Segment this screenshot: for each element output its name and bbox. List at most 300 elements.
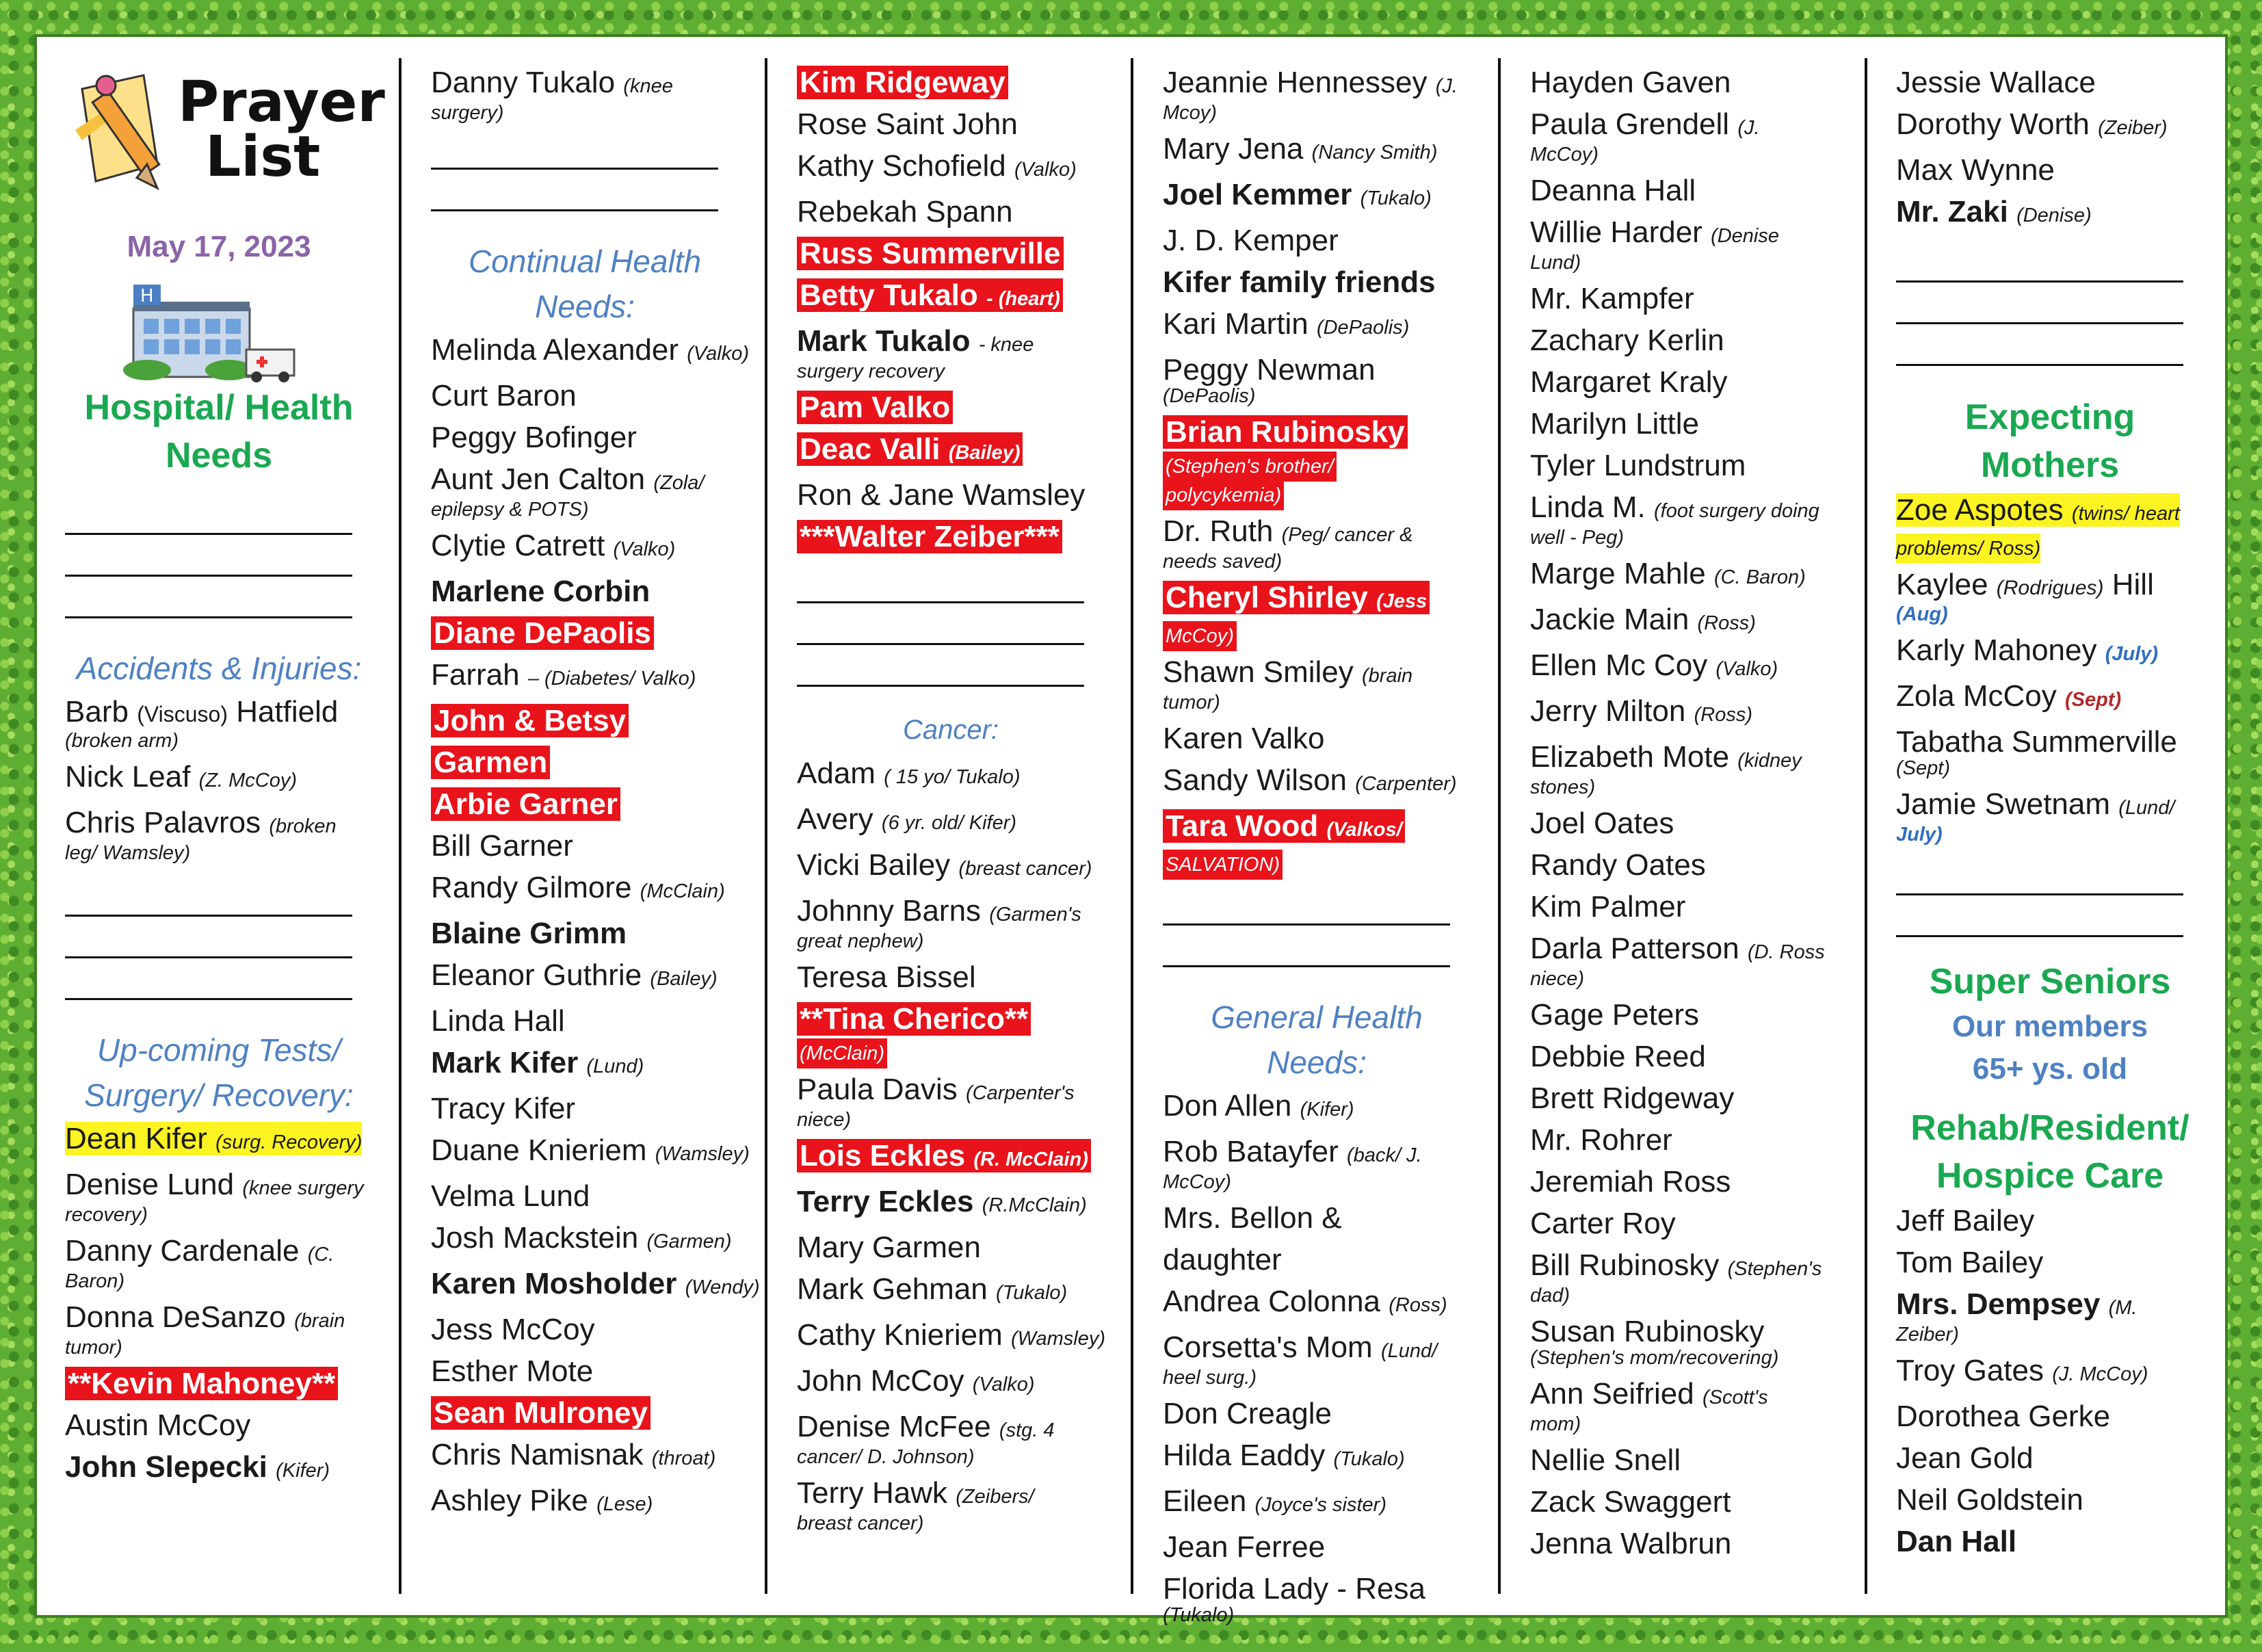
item-note: (Joyce's sister) — [1254, 1494, 1386, 1516]
item-note: (Kifer) — [1300, 1099, 1354, 1120]
section-general: General Health Needs: — [1211, 999, 1423, 1080]
item-name: Sean Mulroney — [434, 1396, 648, 1430]
item-name: Hayden Gaven — [1530, 66, 1731, 99]
list-item — [431, 825, 739, 867]
list-item — [1163, 577, 1471, 622]
list-item — [1163, 128, 1471, 174]
list-item — [1530, 553, 1838, 599]
item-note: heel surg.) — [1163, 1367, 1257, 1389]
item-note: (Tukalo) — [1360, 187, 1432, 209]
list-item — [431, 1350, 739, 1392]
item-name: Mark Tukalo — [797, 324, 971, 358]
item-note: (back/ J. — [1347, 1144, 1422, 1166]
item-name: Jean Ferree — [1163, 1530, 1326, 1564]
item-name: Dr. Ruth — [1163, 514, 1274, 548]
item-name: Melinda Alexander — [431, 333, 679, 367]
column-divider — [765, 58, 767, 1594]
item-name: Kifer family friends — [1163, 265, 1436, 299]
col6-list — [1896, 62, 2204, 237]
list-item — [431, 1480, 739, 1525]
item-note: (Valko) — [972, 1374, 1035, 1395]
item-note: (Valko) — [1715, 658, 1778, 680]
item-note: (brain — [1362, 665, 1413, 687]
list-item — [1896, 191, 2204, 237]
item-note: recovery) — [65, 1204, 148, 1226]
list-item — [1163, 1526, 1471, 1568]
logo-line-1: Prayer — [178, 70, 385, 135]
list-item — [1896, 149, 2204, 191]
list-item — [431, 375, 739, 417]
list-item — [1163, 303, 1471, 349]
list-item — [1530, 445, 1838, 486]
item-name: Donna DeSanzo — [65, 1300, 286, 1334]
list-item — [1163, 220, 1471, 261]
list-item — [431, 700, 739, 742]
item-note: (DePaolis) — [1163, 385, 1256, 407]
item-name: Dorothea Gerke — [1896, 1400, 2111, 1433]
item-name: Arbie Garner — [434, 787, 618, 821]
item-name: Farrah — [431, 658, 520, 692]
item-name: Bill Rubinosky — [1530, 1248, 1720, 1282]
list-item — [431, 1042, 739, 1088]
item-note: (Stephen's mom/recovering) — [1530, 1347, 1779, 1369]
blank-line — [1896, 241, 2183, 283]
item-name: Teresa Bissel — [797, 960, 976, 994]
item-note: (C. Baron) — [1714, 566, 1806, 588]
list-item — [1896, 103, 2204, 149]
list-item — [797, 386, 1105, 428]
blank-line — [65, 958, 352, 1000]
col3-list — [797, 62, 1105, 558]
item-note: (C. — [307, 1244, 334, 1266]
list-item — [797, 474, 1105, 516]
list-item — [431, 742, 739, 783]
item-note: (Lund) — [586, 1056, 644, 1077]
list-item — [1530, 1439, 1838, 1481]
list-item — [797, 1181, 1105, 1227]
item-name: Mary Jena — [1163, 132, 1304, 166]
column-2 — [431, 62, 760, 1525]
list-item — [1530, 644, 1838, 690]
list-item — [1530, 1161, 1838, 1203]
list-item — [431, 571, 739, 612]
item-name: Jenna Walbrun — [1530, 1527, 1732, 1560]
list-item — [1530, 62, 1838, 103]
list-item — [1530, 1036, 1838, 1077]
item-name: Brian Rubinosky — [1166, 415, 1405, 449]
item-name: John McCoy — [797, 1364, 964, 1398]
column-divider — [1131, 58, 1133, 1594]
item-note: cancer/ D. Johnson) — [797, 1446, 975, 1468]
list-item — [1896, 1242, 2204, 1283]
blank-line — [797, 562, 1084, 603]
item-name: Marlene Corbin — [431, 575, 650, 608]
item-name: Terry Eckles — [797, 1185, 974, 1218]
item-note: (breast cancer) — [958, 858, 1092, 880]
item-name: Margaret Kraly — [1530, 365, 1728, 399]
item-name: Jeremiah Ross — [1530, 1165, 1731, 1198]
item-note: SALVATION) — [1163, 850, 1283, 880]
item-note: McCoy) — [1163, 621, 1237, 651]
item-note: (D. Ross — [1747, 941, 1825, 963]
item-name: Vicki Bailey — [797, 848, 951, 882]
list-item — [797, 1227, 1105, 1268]
item-name: Kim Palmer — [1530, 890, 1686, 923]
item-note: (Valko) — [613, 538, 676, 560]
item-note: McCoy) — [1163, 1171, 1231, 1193]
item-note: (Carpenter's — [966, 1082, 1075, 1104]
item-note: (J. — [1737, 117, 1760, 139]
item-name: Florida Lady - Resa — [1163, 1572, 1425, 1605]
item-name: Zack Swaggert — [1530, 1485, 1731, 1519]
section-expecting: Expecting Mothers — [1964, 397, 2135, 485]
list-item — [65, 756, 373, 802]
item-name: Tracy Kifer — [431, 1092, 576, 1125]
list-item — [1530, 1481, 1838, 1523]
list-item — [1530, 994, 1838, 1036]
item-note: leg/ Wamsley) — [65, 842, 191, 864]
list-item — [431, 612, 739, 654]
item-name: Marilyn Little — [1530, 407, 1699, 441]
item-name: Adam — [797, 757, 876, 790]
item-name: Linda M. — [1530, 490, 1646, 524]
list-item — [1530, 1523, 1838, 1564]
item-note: (Wamsley) — [1011, 1328, 1106, 1350]
column-4 — [1163, 62, 1471, 1630]
list-item — [431, 783, 739, 825]
blank-line — [1896, 854, 2183, 895]
item-note: (Wendy) — [685, 1276, 760, 1298]
item-name: Duane Knieriem — [431, 1133, 647, 1167]
item-name: Neil Goldstein — [1896, 1483, 2083, 1517]
item-name: Bill Garner — [431, 829, 573, 863]
item-name: daughter — [1163, 1243, 1282, 1276]
item-name: Mr. Zaki — [1896, 195, 2008, 228]
list-item — [1896, 1395, 2204, 1437]
list-item — [1530, 802, 1838, 844]
list-item — [431, 329, 750, 375]
item-name: Russ Summerville — [800, 237, 1061, 270]
list-item — [1530, 690, 1838, 736]
item-note: McCoy) — [1530, 144, 1599, 166]
item-note: (twins/ heart — [2071, 503, 2180, 525]
list-item — [797, 1314, 1105, 1360]
item-name: Cheryl Shirley — [1166, 581, 1368, 614]
item-name: Kathy Schofield — [797, 149, 1006, 183]
item-note: (Bailey) — [948, 442, 1021, 464]
item-note: niece) — [797, 1109, 851, 1131]
list-item — [1530, 1077, 1838, 1119]
item-note: mom) — [1530, 1413, 1581, 1435]
list-item — [1163, 1239, 1471, 1281]
item-name: Hilda Eaddy — [1163, 1439, 1326, 1472]
item-note: well - Peg) — [1530, 527, 1624, 549]
item-note: (Kifer) — [276, 1460, 330, 1482]
item-name: Ann Seifried — [1530, 1377, 1694, 1411]
item-note: (Lese) — [596, 1493, 653, 1515]
list-item — [797, 428, 1105, 474]
item-note-line — [1163, 482, 1471, 510]
item-name: Andrea Colonna — [1163, 1285, 1381, 1318]
list-item — [1896, 675, 2204, 721]
item-note: (throat) — [651, 1447, 716, 1469]
list-item — [1163, 261, 1471, 303]
list-item — [1530, 1244, 1838, 1290]
list-item — [1163, 805, 1471, 851]
svg-text:H: H — [140, 286, 154, 306]
item-name: Velma Lund — [431, 1179, 590, 1213]
item-name: Nick Leaf — [65, 760, 191, 794]
item-note: breast cancer) — [797, 1512, 924, 1534]
item-name: Tom Bailey — [1896, 1246, 2044, 1279]
item-name: Aunt Jen Calton — [431, 462, 646, 496]
list-item — [1163, 759, 1471, 805]
item-name: Joel Kemmer — [1163, 178, 1352, 211]
item-name: Mark Kifer — [431, 1046, 579, 1079]
list-item — [1530, 278, 1838, 319]
item-name: Pam Valko — [800, 391, 951, 424]
blank-line — [65, 493, 352, 535]
item-name: Randy Oates — [1530, 848, 1706, 882]
item-name: Austin McCoy — [65, 1408, 251, 1442]
item-note-line — [797, 1442, 1105, 1472]
column-divider — [1498, 58, 1501, 1594]
list-item — [1163, 1434, 1471, 1480]
item-note: (McClain) — [797, 1038, 887, 1068]
list-item — [1530, 170, 1838, 211]
list-item — [431, 1175, 739, 1217]
item-name: Barb — [65, 695, 129, 729]
item-name: Zoe Aspotes — [1896, 493, 2064, 527]
item-name: Diane DePaolis — [434, 616, 651, 650]
item-name: Peggy Newman — [1163, 353, 1376, 386]
section-rehab: Rehab/Resident/ Hospice Care — [1910, 1108, 2189, 1196]
item-name: Nellie Snell — [1530, 1443, 1681, 1477]
item-note-line — [1530, 1343, 1838, 1373]
list-item — [1530, 361, 1838, 403]
list-item — [1896, 1479, 2204, 1521]
list-item — [1896, 1350, 2204, 1395]
item-note: (R. McClain) — [973, 1149, 1088, 1170]
item-name: Deanna Hall — [1530, 174, 1696, 207]
item-note: (Denise — [1711, 225, 1779, 247]
item-name: Gage Peters — [1530, 998, 1700, 1032]
list-item — [431, 1263, 760, 1309]
blank-line — [797, 645, 1084, 687]
item-note: - (heart) — [986, 288, 1060, 310]
item-name: Kim Ridgeway — [800, 66, 1005, 99]
item-note-line — [1163, 851, 1471, 880]
list-item — [1896, 1521, 2204, 1562]
item-note: ( 15 yo/ Tukalo) — [884, 766, 1021, 788]
list-item — [1530, 403, 1838, 445]
blank-line — [431, 170, 718, 211]
column-6 — [1896, 62, 2204, 1562]
item-note: (broken arm) — [65, 730, 179, 752]
list-item — [431, 1217, 739, 1263]
list-item — [431, 1392, 739, 1434]
list-item — [431, 1129, 750, 1175]
list-item — [797, 103, 1105, 145]
item-name: Mark Gehman — [797, 1272, 988, 1306]
item-note: (Z. McCoy) — [198, 770, 298, 791]
super-seniors-sub: 65+ ys. old — [1972, 1052, 2128, 1086]
item-note: (Denise) — [2016, 205, 2092, 226]
item-note: (Ross) — [1389, 1294, 1447, 1316]
item-note: epilepsy & POTS) — [431, 499, 589, 521]
item-note: (Stephen's — [1727, 1258, 1822, 1280]
list-item — [797, 62, 1105, 103]
item-note: (surg. Recovery) — [215, 1131, 363, 1153]
item-note: stones) — [1530, 776, 1596, 798]
item-name: Zachary Kerlin — [1530, 324, 1724, 357]
item-note: (M. — [2108, 1297, 2138, 1319]
list-item — [65, 1446, 373, 1492]
item-note: (Scott's — [1702, 1387, 1768, 1408]
item-note: (Nancy Smith) — [1311, 142, 1438, 163]
item-name: Shawn Smiley — [1163, 655, 1354, 689]
list-item — [431, 954, 739, 1000]
item-name: Jessie Wallace — [1896, 66, 2096, 99]
hospital-building-icon — [65, 281, 373, 384]
list-item — [1163, 1197, 1471, 1239]
item-note: (Stephen's brother/ — [1163, 451, 1337, 482]
item-note: (Wamsley) — [655, 1143, 750, 1165]
pencil-notepad-icon — [75, 62, 171, 198]
item-note: surgery recovery — [797, 360, 945, 382]
item-note: (McClain) — [640, 880, 725, 902]
item-name: **Tina Cherico** — [800, 1002, 1029, 1036]
list-item — [1896, 1200, 2204, 1242]
expecting-list — [1896, 489, 2204, 850]
list-item — [797, 1268, 1105, 1314]
list-item — [1163, 411, 1471, 453]
item-name: Elizabeth Mote — [1530, 740, 1730, 774]
item-name: Willie Harder — [1530, 215, 1702, 249]
item-note: surgery) — [431, 102, 504, 124]
item-maiden: (Viscuso) — [137, 702, 228, 726]
item-name: Dorothy Worth — [1896, 107, 2090, 141]
item-name: Blaine Grimm — [431, 917, 627, 950]
item-name: Susan Rubinosky — [1530, 1315, 1765, 1348]
item-note: (Carpenter) — [1355, 773, 1457, 795]
blank-line — [65, 535, 352, 577]
item-name: Corsetta's Mom — [1163, 1330, 1373, 1364]
item-name: Mrs. Bellon & — [1163, 1201, 1342, 1235]
list-item — [431, 1088, 739, 1129]
continual-list — [431, 329, 760, 1525]
item-note: (knee — [623, 75, 673, 97]
item-name: John & Betsy — [434, 704, 627, 737]
item-name: Chris Palavros — [65, 806, 261, 839]
list-item — [1530, 886, 1838, 928]
item-name: Denise McFee — [797, 1410, 991, 1443]
section-upcoming: Up-coming Tests/ Surgery/ Recovery: — [84, 1032, 354, 1113]
item-note: Mcoy) — [1163, 102, 1217, 124]
list-item — [1896, 629, 2204, 675]
item-name: Josh Mackstein — [431, 1221, 639, 1255]
item-name: Jeannie Hennessey — [1163, 66, 1428, 99]
rehab-list — [1896, 1200, 2204, 1562]
section-hospital: Hospital/ Health Needs — [84, 388, 354, 475]
item-name: Linda Hall — [431, 1004, 565, 1038]
item-name: Dean Kifer — [65, 1122, 207, 1155]
list-item — [1530, 1119, 1838, 1161]
item-name: Ellen Mc Coy — [1530, 648, 1708, 682]
item-name: Eleanor Guthrie — [431, 958, 642, 992]
item-name: Curt Baron — [431, 379, 577, 412]
list-item — [1163, 1480, 1471, 1526]
item-name: Mrs. Dempsey — [1896, 1287, 2101, 1321]
item-name: Tabatha Summerville — [1896, 725, 2177, 759]
item-note: Zeiber) — [1896, 1324, 1959, 1346]
item-name: Darla Patterson — [1530, 932, 1739, 965]
item-note: needs saved) — [1163, 551, 1283, 573]
item-note: (Zeibers/ — [956, 1486, 1034, 1508]
item-note: (Garmen's — [989, 904, 1081, 926]
item-note: (Bailey) — [650, 968, 718, 990]
item-note: (foot surgery doing — [1654, 500, 1819, 522]
item-name: Kari Martin — [1163, 307, 1308, 341]
item-name: Don Allen — [1163, 1089, 1292, 1123]
item-name: Hill — [2112, 568, 2154, 601]
list-item — [1530, 319, 1838, 361]
item-note: great nephew) — [797, 930, 924, 952]
item-name: Cathy Knieriem — [797, 1318, 1003, 1352]
item-note: (Aug) — [1896, 603, 1948, 625]
list-item — [797, 191, 1105, 233]
list-item — [1530, 599, 1838, 644]
column-divider — [1865, 58, 1867, 1594]
list-item — [797, 145, 1105, 191]
item-note: (R.McClain) — [982, 1194, 1087, 1216]
list-item — [1163, 1393, 1471, 1434]
item-note: (6 yr. old/ Kifer) — [881, 812, 1017, 834]
item-name: Clytie Catrett — [431, 529, 605, 562]
item-note: (J. — [1435, 75, 1458, 97]
item-name: Karen Valko — [1163, 722, 1325, 755]
item-note: (Zeiber) — [2098, 117, 2168, 139]
list-item — [797, 274, 1105, 320]
item-note: (Lund/ — [2118, 797, 2175, 819]
item-name: Karen Mosholder — [431, 1267, 677, 1300]
list-date: May 17, 2023 — [127, 230, 311, 263]
item-name: Joel Oates — [1530, 807, 1674, 840]
item-note: (Zola/ — [653, 472, 705, 494]
item-name: Avery — [797, 802, 873, 836]
list-item — [797, 1135, 1105, 1181]
blank-line — [65, 577, 352, 618]
blank-line — [1163, 926, 1450, 967]
item-name: Zola McCoy — [1896, 679, 2057, 713]
item-name: Ron & Jane Wamsley — [797, 478, 1086, 512]
item-name: Esther Mote — [431, 1354, 594, 1388]
prayer-list-logo — [65, 62, 385, 205]
logo-line-2: List — [205, 124, 321, 189]
item-note: (kidney — [1737, 750, 1802, 772]
item-name: Betty Tukalo — [800, 278, 978, 312]
item-note: Lund) — [1530, 252, 1581, 274]
item-note: (Valko) — [1014, 159, 1077, 181]
list-item — [1163, 1085, 1471, 1131]
item-note: (DePaolis) — [1316, 317, 1410, 339]
list-item — [431, 1309, 739, 1350]
list-item — [797, 1360, 1105, 1406]
item-name: Brett Ridgeway — [1530, 1081, 1735, 1115]
list-item — [65, 1363, 373, 1404]
column-1 — [65, 62, 385, 1492]
list-item — [1530, 844, 1838, 886]
